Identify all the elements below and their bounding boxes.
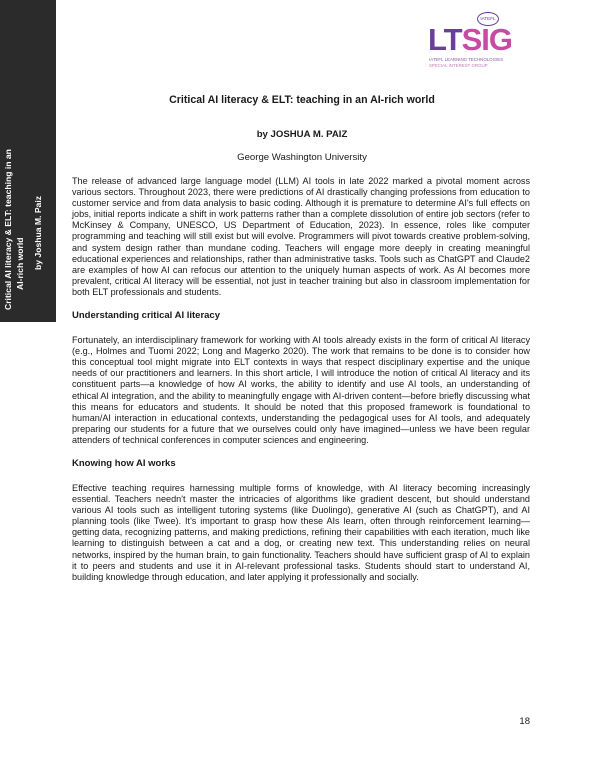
heading-knowing-how-ai-works: Knowing how AI works [72, 457, 176, 469]
logo-wordmark [428, 22, 512, 58]
paragraph-knowing-ai: Effective teaching requires harnessing multiple forms of knowledge, with AI literacy becoming increasingly essential. Teachers needn't master the intricacies of algorithms like gradient descent, but should understand various AI tools such as intelligent tutoring systems (like Duolingo), generative AI (such as ChatGPT), and AI planning tools (like Twee). It's important to grasp how these AIs learn, often through reinforcement learning—getting data, recognizing patterns, and making predictions, refining their capabilities with each iteration, much like learning to distinguish between a cat and a dog, or creating new text. This understanding relies on neural networks, inspired by the human brain, to gain functionality. Teachers should have sufficient grasp of AI to explain it to peers and students and use it in AI-relevant professional tasks. Students should start to understand AI, building knowledge through education, and later applying it professionally and socially. [72, 482, 530, 582]
page-number: 18 [519, 716, 530, 727]
side-banner-title-line1: Critical AI literacy & ELT: teaching in an [3, 149, 13, 310]
paragraph-framework: Fortunately, an interdisciplinary framework for working with AI tools already exists in the form of critical AI literacy (e.g., Holmes and Tuomi 2022; Long and Magerko 2020). The work that remains to be done is to consider how this conceptual tool might migrate into ELT contexts in ways that respect disciplinary expertise and the unique needs of our practitioners and learners. In this short article, I will introduce the notion of critical AI literacy and its constituent parts—a knowledge of how AI works, the ability to identify and use AI tools, an understanding of ethical AI integration, and the ability to meaningfully engage with AI-driven content—before briefly discussing what this means for educators and students. It should be noted that this proposed framework is foundational to human/AI interaction in educational contexts, understanding the pedagogical uses for AI tools, and adequately preparing our students for a future that we ourselves could only have imagined—unless we have been regular attenders of technical conferences in computer sciences and engineering. [72, 335, 530, 445]
paragraph-intro: The release of advanced large language model (LLM) AI tools in late 2022 marked a pivotal moment across various sectors. Throughout 2023, there were predictions of AI drastically changing professions from education to customer service and from data analysis to basic coding. Although it is premature to determine AI's full effects on jobs, initial reports indicate a shift in work patterns rather than a complete dissolution of entire job sectors (refer to McKinsey & Company, UNESCO, US Department of Education, 2023). In essence, roles like computer programming and teaching will still exist but will evolve. Programmers will pivot towards creative problem-solving, and system design rather than mundane coding. Teachers will engage more deeply in creating meaningful educational experiences and relationships, rather than administrative tasks. Tools such as ChatGPT and Claude2 are examples of how AI can refocus our attention to the uniquely human aspects of work. As AI becomes more prevalent, critical AI literacy will be essential, not just in teacher training but also in classroom implementation for both ELT professionals and students. [72, 176, 530, 297]
article-body [72, 176, 530, 583]
side-banner-text [2, 10, 44, 310]
side-banner [0, 0, 56, 322]
iatefl-badge: IATEFL [477, 12, 499, 26]
logo-subtitle [429, 57, 503, 68]
article-title: Critical AI literacy & ELT: teaching in an AI-rich world [169, 94, 435, 106]
heading-understanding-critical-ai-literacy: Understanding critical AI literacy [72, 310, 220, 322]
article-affiliation: George Washington University [237, 152, 367, 163]
side-banner-title-line2: AI-rich world [15, 237, 25, 290]
logo-sig: SIG [461, 22, 512, 57]
ltsig-logo [428, 12, 528, 76]
logo-lt: LT [428, 22, 462, 57]
article-author: by JOSHUA M. PAIZ [256, 129, 348, 140]
side-banner-author: by Joshua M. Paiz [33, 195, 43, 270]
logo-subtitle-line2: SPECIAL INTEREST GROUP [429, 62, 488, 68]
logo-subtitle-line1: IATEFL LEARNING TECHNOLOGIES [429, 57, 504, 62]
